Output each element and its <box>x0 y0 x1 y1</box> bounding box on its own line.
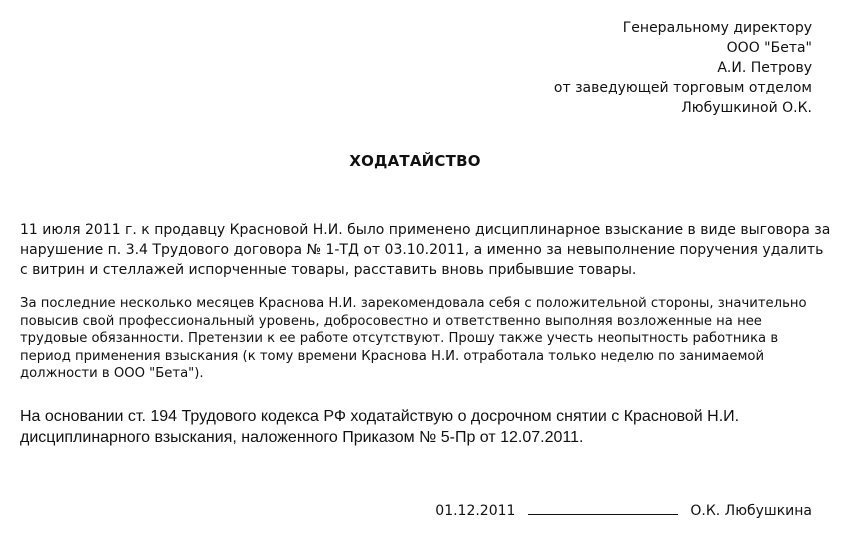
addressee-name: А.И. Петрову <box>717 60 812 76</box>
addressee-block <box>554 18 812 118</box>
signature-line <box>528 500 678 515</box>
body-paragraph-characteristics: За последние несколько месяцев Краснова Н.И. зарекомендовала себя с положительной стороны, значительно повысив свой профессиональный уровень, добросовестно и ответственно выполняя возложенные на нее трудовые обязанности. Претензии к ее работе отсутствуют. Прошу также учесть неопытность работника в период применения взыскания (к тому времени Краснова Н.И. отработала только неделю по занимаемой должности в ООО "Бета"). <box>20 296 807 381</box>
body-paragraph-facts: 11 июля 2011 г. к продавцу Красновой Н.И. было применено дисциплинарное взыскание в виде выговора за нарушение п. 3.4 Трудового договора № 1-ТД от 03.10.2011, а именно за невыполнение поручения удалить с витрин и стеллажей испорченные товары, расставить вновь прибывшие товары. <box>20 222 831 278</box>
addressee-position: Генеральному директору <box>622 20 812 36</box>
signature-row <box>435 500 812 521</box>
body-paragraph-request: На основании ст. 194 Трудового кодекса РФ ходатайствую о досрочном снятии с Красновой Н.И. дисциплинарного взыскания, наложенного Приказом № 5-Пр от 12.07.2011. <box>20 408 740 446</box>
sender-position: от заведующей торговым отделом <box>553 80 812 96</box>
addressee-company: ООО "Бета" <box>726 40 812 56</box>
document-title: ХОДАТАЙСТВО <box>349 152 481 170</box>
signature-name: О.К. Любушкина <box>690 503 812 519</box>
signature-date: 01.12.2011 <box>435 503 516 519</box>
sender-name: Любушкиной О.К. <box>681 100 812 116</box>
